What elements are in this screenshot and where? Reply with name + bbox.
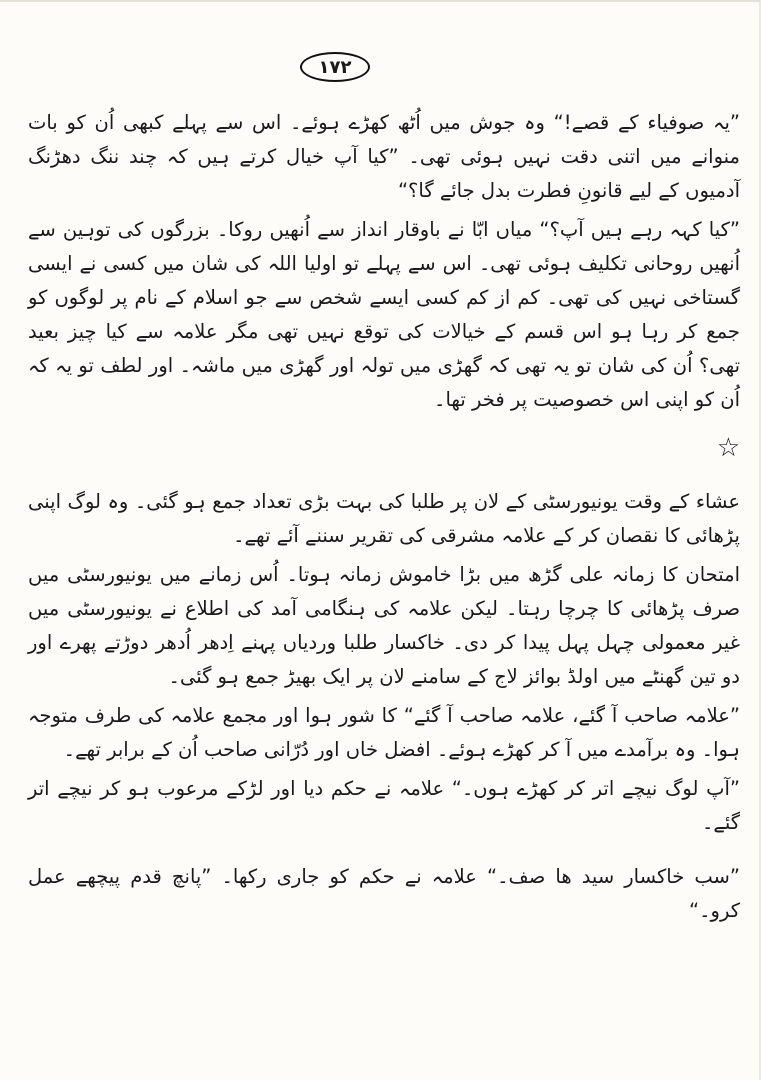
- paragraph-3: عشاء کے وقت یونیورسٹی کے لان پر طلبا کی بہت بڑی تعداد جمع ہو گئی۔ وہ لوگ اپنی پڑھائی کا نقصان کر کے علامہ مشرقی کی تقریر سننے آئے تھے۔: [28, 490, 740, 547]
- page-number: ۱۷۲: [300, 52, 370, 82]
- paragraph-6: ”آپ لوگ نیچے اتر کر کھڑے ہوں۔“ علامہ نے حکم دیا اور لڑکے مرعوب ہو کر نیچے اتر گئے۔: [28, 777, 740, 834]
- paragraph-1: ”یہ صوفیاء کے قصے!“ وہ جوش میں اُٹھ کھڑے ہوئے۔ اس سے پہلے کبھی اُن کو بات منوانے میں اتنی دقت نہیں ہوئی تھی۔ ”کیا آپ خیال کرتے ہیں کہ چند ننگ دھڑنگ آدمیوں کے لیے قانونِ فطرت بدل جائے گا؟“: [28, 111, 740, 202]
- paragraph-7: ”سب خاکسار سید ھا صف۔“ علامہ نے حکم کو جاری رکھا۔ ”پانچ قدم پیچھے عمل کرو۔“: [28, 865, 740, 922]
- page-body: [28, 106, 740, 928]
- star-icon: ☆: [716, 433, 740, 463]
- paragraph-5: ”علامہ صاحب آ گئے، علامہ صاحب آ گئے“ کا شور ہوا اور مجمع علامہ کی طرف متوجہ ہوا۔ وہ برآمدے میں آ کر کھڑے ہوئے۔ افضل خاں اور دُرّانی صاحب اُن کے برابر تھے۔: [28, 704, 740, 761]
- paragraph-4: امتحان کا زمانہ علی گڑھ میں بڑا خاموش زمانہ ہوتا۔ اُس زمانے میں یونیورسٹی میں صرف پڑھائی کا چرچا رہتا۔ لیکن علامہ کی ہنگامی آمد کی اطلاع نے یونیورسٹی میں غیر معمولی چہل پہل پیدا کر دی۔ خاکسار طلبا وردیاں پہنے اِدھر اُدھر دوڑتے پھرے اور دو تین گھنٹے میں اولڈ بوائز لاج کے سامنے لان پر ایک بھیڑ جمع ہو گئی۔: [28, 563, 740, 688]
- section-divider: [28, 425, 740, 471]
- paragraph-2: ”کیا کہہ رہے ہیں آپ؟“ میاں ابّا نے باوقار انداز سے اُنھیں روکا۔ بزرگوں کی توہین سے اُنھیں روحانی تکلیف ہوئی تھی۔ اس سے پہلے تو اولیا اللہ کی شان میں کسی نے ایسی گستاخی نہیں کی تھی۔ کم از کم کسی ایسے شخص سے جو اسلام کے نام پر لوگوں کو جمع کر رہا ہو اس قسم کے خیالات کی توقع نہیں تھی مگر علامہ سے کیا چیز بعید تھی؟ اُن کی شان تو یہ تھی کہ گھڑی میں تولہ اور گھڑی میں ماشہ۔ اور لطف تو یہ کہ اُن کو اپنی اس خصوصیت پر فخر تھا۔: [28, 218, 740, 411]
